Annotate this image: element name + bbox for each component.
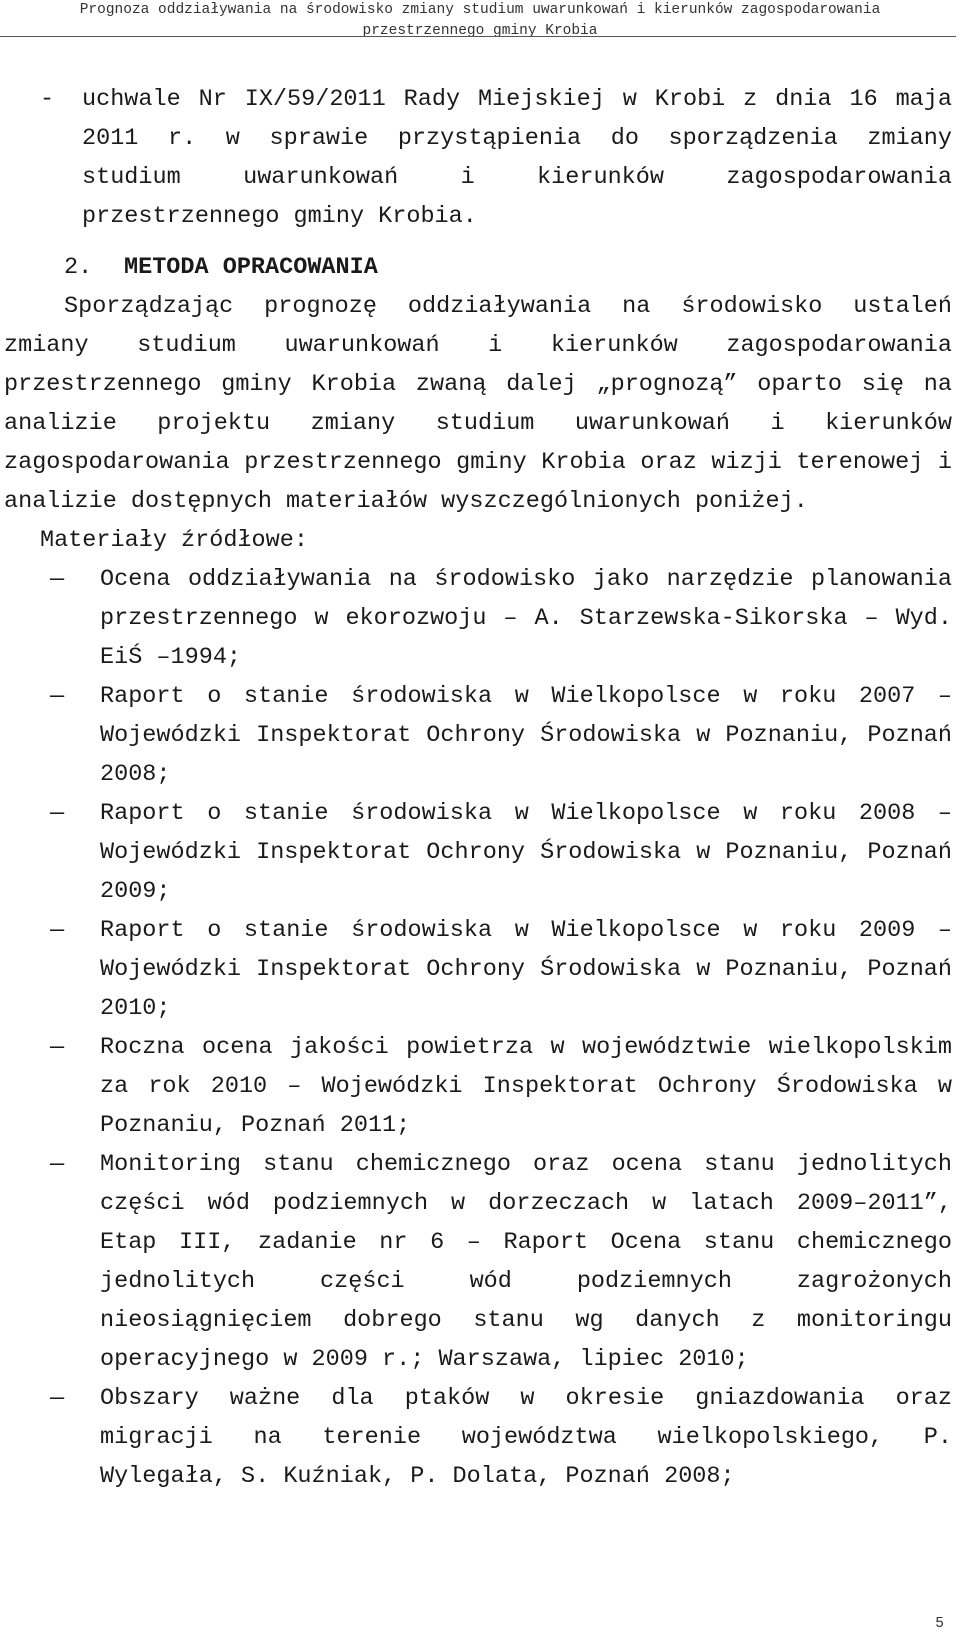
- intro-list-item: [4, 80, 952, 236]
- source-text: Raport o stanie środowiska w Wielkopolsce w roku 2009 – Wojewódzki Inspektorat Ochrony Środowiska w Poznaniu, Poznań 2010;: [100, 917, 952, 1022]
- section-title: METODA OPRACOWANIA: [124, 254, 378, 281]
- list-marker: —: [50, 1385, 65, 1412]
- source-text: Ocena oddziaływania na środowisko jako narzędzie planowania przestrzennego w ekorozwoju – A. Starzewska-Sikorska – Wyd. EiŚ –1994;: [100, 566, 952, 671]
- page-body: [4, 80, 952, 1496]
- list-marker: —: [50, 1151, 65, 1178]
- source-list-item: [4, 1145, 952, 1379]
- list-marker: —: [50, 1034, 65, 1061]
- source-text: Raport o stanie środowiska w Wielkopolsce w roku 2007 – Wojewódzki Inspektorat Ochrony Środowiska w Poznaniu, Poznań 2008;: [100, 683, 952, 788]
- section-heading: [4, 248, 952, 287]
- method-paragraph: Sporządzając prognozę oddziaływania na środowisko ustaleń zmiany studium uwarunkowań i kierunków zagospodarowania przestrzennego gminy Krobia zwaną dalej „prognozą” oparto się na analizie projektu zmiany studium uwarunkowań i kierunków zagospodarowania przestrzennego gminy Krobia oraz wizji terenowej i analizie dostępnych materiałów wyszczególnionych poniżej.: [4, 293, 952, 515]
- source-list-item: [4, 1028, 952, 1145]
- list-marker: —: [50, 566, 65, 593]
- intro-item-text: uchwale Nr IX/59/2011 Rady Miejskiej w Krobi z dnia 16 maja 2011 r. w sprawie przystąpienia do sporządzenia zmiany studium uwarunkowań i kierunków zagospodarowania przestrzennego gminy Krobia.: [82, 86, 952, 230]
- section-number: 2.: [64, 254, 93, 281]
- source-list-item: [4, 560, 952, 677]
- sources-label: Materiały źródłowe:: [40, 527, 308, 554]
- source-list-item: [4, 794, 952, 911]
- source-text: Obszary ważne dla ptaków w okresie gniazdowania oraz migracji na terenie województwa wielkopolskiego, P. Wylegała, S. Kuźniak, P. Dolata, Poznań 2008;: [100, 1385, 952, 1490]
- list-marker: —: [50, 917, 65, 944]
- list-marker: —: [50, 800, 65, 827]
- source-list-item: [4, 677, 952, 794]
- header-rule: [0, 36, 956, 37]
- running-header-line-2: przestrzennego gminy Krobia: [362, 23, 598, 39]
- sources-list: [4, 560, 952, 1496]
- source-list-item: [4, 911, 952, 1028]
- source-text: Roczna ocena jakości powietrza w województwie wielkopolskim za rok 2010 – Wojewódzki Inspektorat Ochrony Środowiska w Poznaniu, Poznań 2011;: [100, 1034, 952, 1139]
- running-header-line-1: Prognoza oddziaływania na środowisko zmiany studium uwarunkowań i kierunków zagospodarowania: [79, 2, 881, 18]
- page-number: 5: [935, 1616, 944, 1632]
- list-marker: -: [40, 86, 55, 113]
- list-marker: —: [50, 683, 65, 710]
- source-text: Monitoring stanu chemicznego oraz ocena stanu jednolitych części wód podziemnych w dorzeczach w latach 2009–2011”, Etap III, zadanie nr 6 – Raport Ocena stanu chemicznego jednolitych części wód podziemnych zagrożonych nieosiągnięciem dobrego stanu wg danych z monitoringu operacyjnego w 2009 r.; Warszawa, lipiec 2010;: [100, 1151, 952, 1373]
- source-text: Raport o stanie środowiska w Wielkopolsce w roku 2008 – Wojewódzki Inspektorat Ochrony Środowiska w Poznaniu, Poznań 2009;: [100, 800, 952, 905]
- source-list-item: [4, 1379, 952, 1496]
